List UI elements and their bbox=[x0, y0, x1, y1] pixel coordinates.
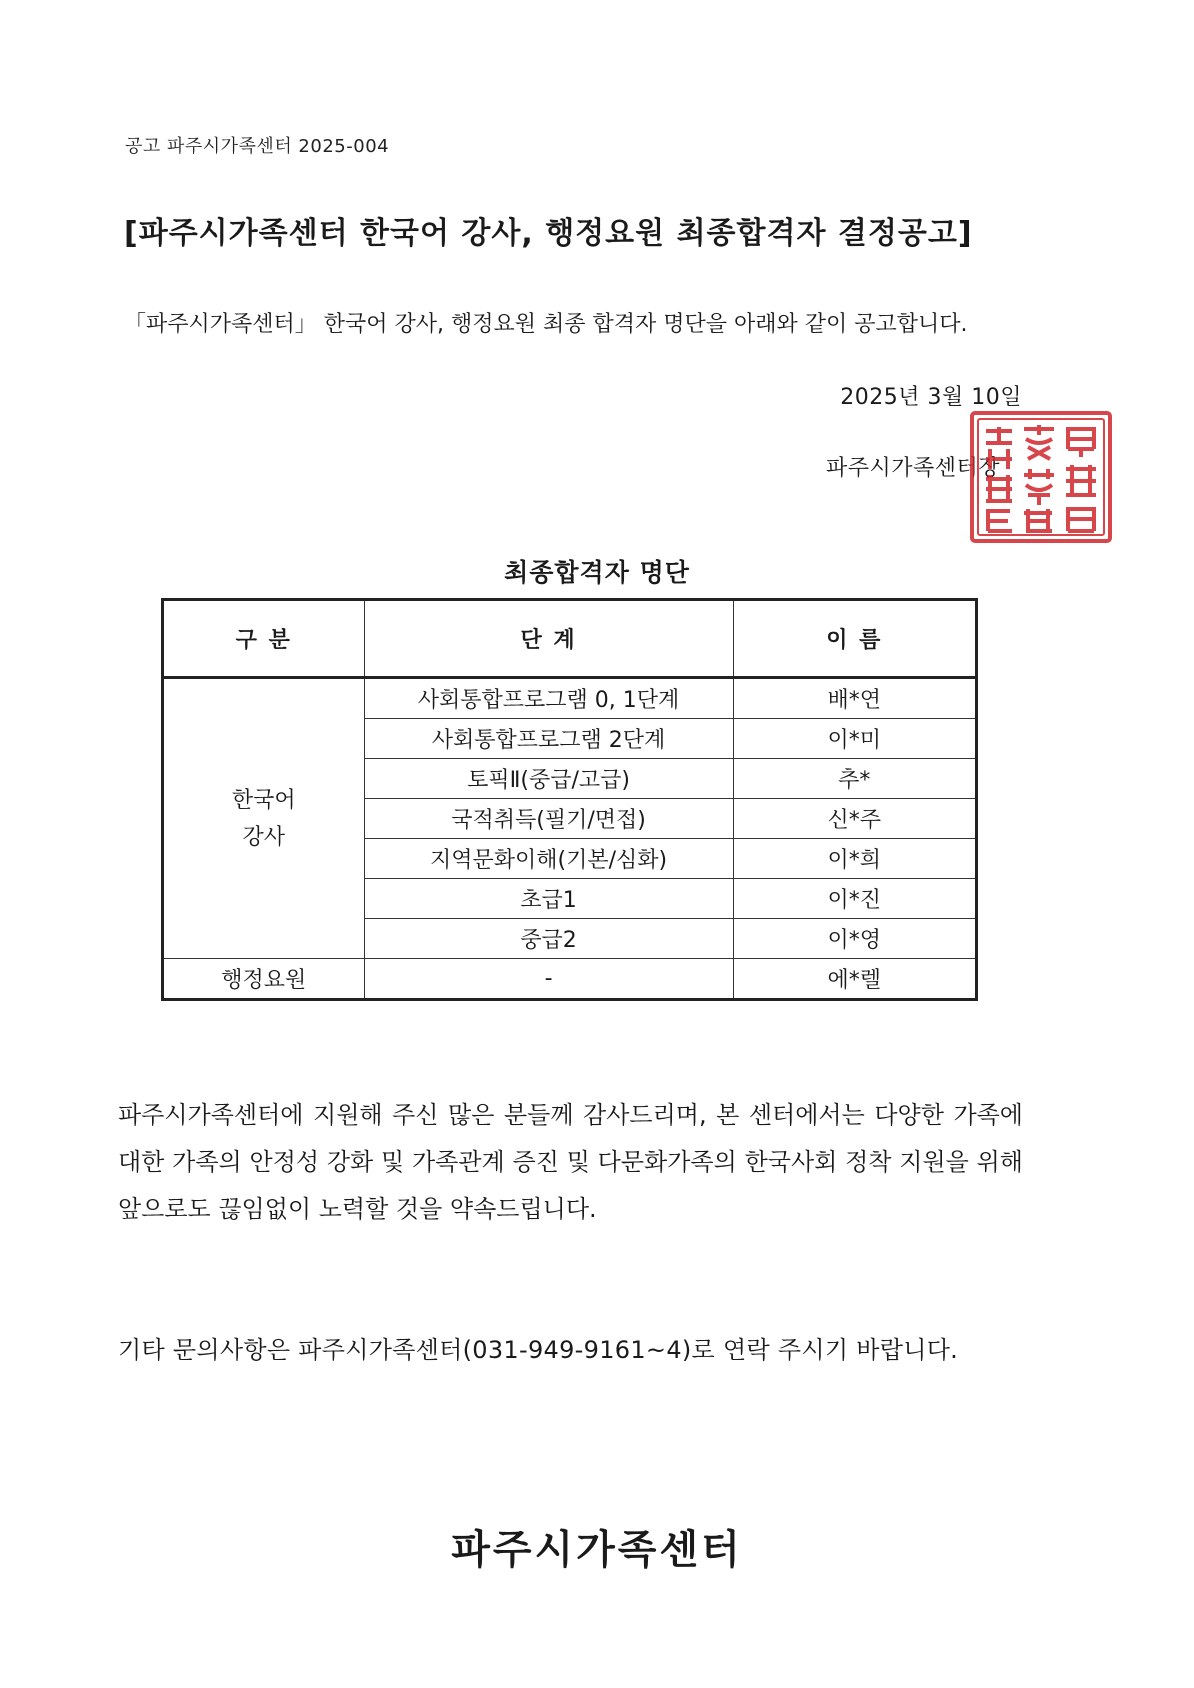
stage-cell: 사회통합프로그램 0, 1단계 bbox=[364, 678, 733, 719]
finalists-table bbox=[161, 598, 978, 1001]
closing-paragraph: 파주시가족센터에 지원해 주신 많은 분들께 감사드리며, 본 센터에서는 다양한 가족에 대한 가족의 안정성 강화 및 가족관계 증진 및 다문화가족의 한국사회 정착 지원을 위해 앞으로도 끊임없이 노력할 것을 약속드립니다. bbox=[118, 1101, 1023, 1223]
name-cell: 이*영 bbox=[733, 919, 976, 959]
name-cell: 추* bbox=[733, 759, 976, 799]
name-cell: 에*렐 bbox=[733, 959, 976, 1000]
stage-cell: 사회통합프로그램 2단계 bbox=[364, 719, 733, 759]
name-cell: 신*주 bbox=[733, 799, 976, 839]
contact-info: 기타 문의사항은 파주시가족센터(031-949-9161~4)로 연락 주시기 바랍니다. bbox=[118, 1336, 959, 1364]
table-row bbox=[163, 959, 977, 1000]
signer-title: 파주시가족센터장 bbox=[826, 456, 1001, 481]
name-cell: 배*연 bbox=[733, 678, 976, 719]
name-cell: 이*진 bbox=[733, 879, 976, 919]
stage-cell: 국적취득(필기/면접) bbox=[364, 799, 733, 839]
official-seal-icon bbox=[968, 409, 1114, 545]
intro-paragraph: 「파주시가족센터」 한국어 강사, 행정요원 최종 합격자 명단을 아래와 같이 공고합니다. bbox=[124, 312, 968, 337]
category-korean-instructor: 한국어 강사 bbox=[163, 678, 365, 959]
category-admin-staff: 행정요원 bbox=[163, 959, 365, 1000]
stage-cell: - bbox=[364, 959, 733, 1000]
issuer-name: 파주시가족센터 bbox=[451, 1527, 743, 1573]
table-title: 최종합격자 명단 bbox=[504, 558, 690, 587]
header-stage: 단 계 bbox=[364, 600, 733, 678]
stage-cell: 지역문화이해(기본/심화) bbox=[364, 839, 733, 879]
header-category: 구 분 bbox=[163, 600, 365, 678]
notice-number: 공고 파주시가족센터 2025-004 bbox=[125, 136, 390, 157]
table-row bbox=[163, 678, 977, 719]
name-cell: 이*희 bbox=[733, 839, 976, 879]
name-cell: 이*미 bbox=[733, 719, 976, 759]
document-title: [파주시가족센터 한국어 강사, 행정요원 최종합격자 결정공고] bbox=[124, 216, 973, 251]
header-name: 이 름 bbox=[733, 600, 976, 678]
stage-cell: 중급2 bbox=[364, 919, 733, 959]
stage-cell: 토픽Ⅱ(중급/고급) bbox=[364, 759, 733, 799]
table-header-row bbox=[163, 600, 977, 678]
announcement-date: 2025년 3월 10일 bbox=[840, 385, 1022, 410]
stage-cell: 초급1 bbox=[364, 879, 733, 919]
